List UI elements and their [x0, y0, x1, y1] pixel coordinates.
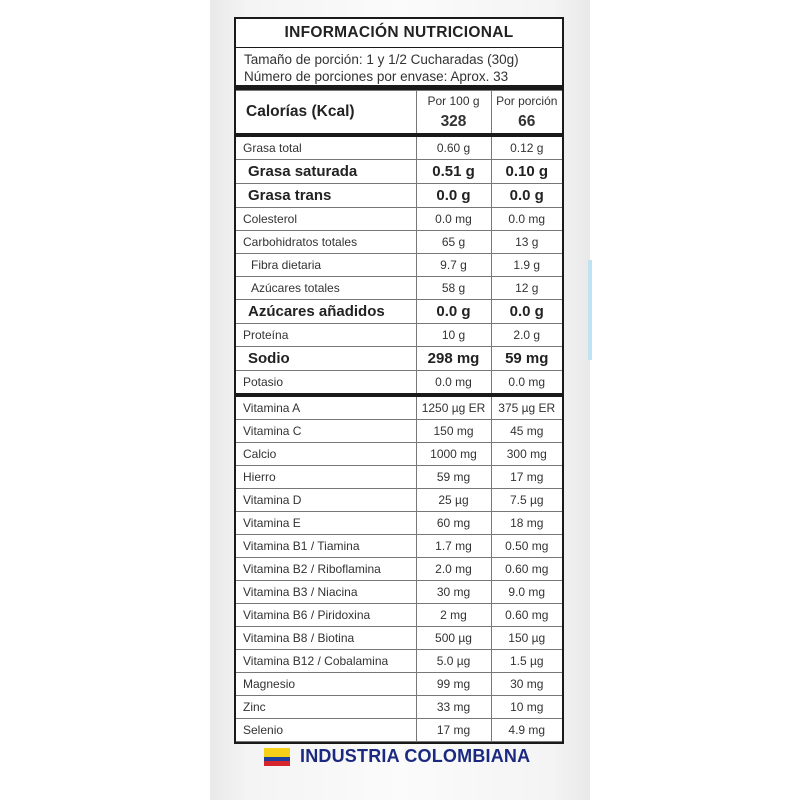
nutrient-row: [236, 627, 562, 650]
nutrient-per-portion: 7.5 µg: [491, 489, 562, 512]
nutrient-row: [236, 650, 562, 673]
nutrient-per-portion: 0.0 mg: [491, 371, 562, 396]
panel-edge-accent: [588, 260, 592, 360]
nutrient-name: Vitamina B6 / Piridoxina: [236, 604, 416, 627]
nutrient-name: Grasa trans: [236, 184, 416, 208]
nutrient-row: [236, 696, 562, 719]
nutrient-per-100g: 2 mg: [416, 604, 491, 627]
nutrient-name: Magnesio: [236, 673, 416, 696]
nutrition-facts-label: [234, 17, 564, 744]
nutrient-name: Carbohidratos totales: [236, 231, 416, 254]
nutrient-per-100g: 58 g: [416, 277, 491, 300]
nutrient-name: Sodio: [236, 347, 416, 371]
nutrient-row: [236, 208, 562, 231]
nutrient-name: Calcio: [236, 443, 416, 466]
nutrient-name: Azúcares añadidos: [236, 300, 416, 324]
nutrient-row: [236, 581, 562, 604]
nutrient-row: [236, 324, 562, 347]
nutrient-per-portion: 10 mg: [491, 696, 562, 719]
nutrient-per-portion: 9.0 mg: [491, 581, 562, 604]
nutrient-per-100g: 0.0 mg: [416, 208, 491, 231]
nutrient-row: [236, 160, 562, 184]
nutrient-row: [236, 420, 562, 443]
nutrition-table: [236, 90, 562, 742]
nutrient-per-portion: 18 mg: [491, 512, 562, 535]
servings-per-container: Número de porciones por envase: Aprox. 33: [244, 69, 509, 84]
nutrient-name: Vitamina B3 / Niacina: [236, 581, 416, 604]
nutrient-per-100g: 1250 µg ER: [416, 395, 491, 420]
nutrient-per-100g: 33 mg: [416, 696, 491, 719]
nutrient-name: Azúcares totales: [236, 277, 416, 300]
nutrient-per-portion: 2.0 g: [491, 324, 562, 347]
label-title: INFORMACIÓN NUTRICIONAL: [236, 19, 562, 48]
nutrient-per-100g: 60 mg: [416, 512, 491, 535]
nutrient-per-portion: 45 mg: [491, 420, 562, 443]
nutrient-per-portion: 17 mg: [491, 466, 562, 489]
serving-info: [236, 48, 562, 90]
nutrient-per-100g: 5.0 µg: [416, 650, 491, 673]
calories-per-100g: 328: [416, 110, 491, 135]
nutrient-row: [236, 558, 562, 581]
nutrient-name: Colesterol: [236, 208, 416, 231]
nutrient-name: Vitamina B8 / Biotina: [236, 627, 416, 650]
nutrient-row: [236, 466, 562, 489]
nutrient-per-100g: 1000 mg: [416, 443, 491, 466]
nutrient-per-portion: 375 µg ER: [491, 395, 562, 420]
nutrient-row: [236, 371, 562, 396]
column-header-per-100g: Por 100 g: [416, 91, 491, 111]
nutrient-per-portion: 150 µg: [491, 627, 562, 650]
nutrient-per-portion: 13 g: [491, 231, 562, 254]
nutrient-per-100g: 0.60 g: [416, 135, 491, 160]
nutrient-per-portion: 0.0 g: [491, 184, 562, 208]
origin-footer: [264, 746, 530, 767]
nutrient-row: [236, 277, 562, 300]
nutrient-per-portion: 1.5 µg: [491, 650, 562, 673]
nutrient-row: [236, 489, 562, 512]
nutrient-per-100g: 30 mg: [416, 581, 491, 604]
nutrient-per-portion: 12 g: [491, 277, 562, 300]
column-header-per-portion: Por porción: [491, 91, 562, 111]
nutrient-per-100g: 0.0 g: [416, 300, 491, 324]
nutrient-row: [236, 443, 562, 466]
nutrient-per-portion: 0.0 mg: [491, 208, 562, 231]
nutrient-per-portion: 0.10 g: [491, 160, 562, 184]
nutrient-per-100g: 17 mg: [416, 719, 491, 742]
nutrient-per-100g: 298 mg: [416, 347, 491, 371]
nutrient-row: [236, 673, 562, 696]
nutrient-name: Potasio: [236, 371, 416, 396]
nutrient-row: [236, 719, 562, 742]
nutrient-row: [236, 535, 562, 558]
nutrient-per-portion: 0.60 mg: [491, 604, 562, 627]
nutrient-row: [236, 254, 562, 277]
nutrient-name: Vitamina C: [236, 420, 416, 443]
nutrient-row: [236, 395, 562, 420]
nutrient-name: Fibra dietaria: [236, 254, 416, 277]
nutrient-per-portion: 0.0 g: [491, 300, 562, 324]
nutrient-per-100g: 2.0 mg: [416, 558, 491, 581]
nutrient-per-100g: 0.0 g: [416, 184, 491, 208]
nutrient-name: Vitamina B12 / Cobalamina: [236, 650, 416, 673]
nutrient-per-100g: 0.51 g: [416, 160, 491, 184]
nutrient-per-portion: 300 mg: [491, 443, 562, 466]
nutrient-per-portion: 4.9 mg: [491, 719, 562, 742]
nutrient-name: Vitamina A: [236, 395, 416, 420]
nutrient-row: [236, 300, 562, 324]
calories-per-portion: 66: [491, 110, 562, 135]
nutrient-per-100g: 25 µg: [416, 489, 491, 512]
nutrient-row: [236, 512, 562, 535]
nutrient-per-portion: 59 mg: [491, 347, 562, 371]
nutrient-per-100g: 9.7 g: [416, 254, 491, 277]
nutrient-row: [236, 347, 562, 371]
nutrient-per-portion: 0.50 mg: [491, 535, 562, 558]
colombia-flag-icon: [264, 748, 290, 766]
nutrient-per-100g: 10 g: [416, 324, 491, 347]
nutrient-row: [236, 231, 562, 254]
nutrient-per-100g: 99 mg: [416, 673, 491, 696]
nutrient-per-100g: 150 mg: [416, 420, 491, 443]
nutrient-name: Zinc: [236, 696, 416, 719]
nutrient-name: Vitamina B2 / Riboflamina: [236, 558, 416, 581]
nutrient-name: Selenio: [236, 719, 416, 742]
serving-size: Tamaño de porción: 1 y 1/2 Cucharadas (30g): [244, 52, 519, 67]
nutrient-name: Grasa saturada: [236, 160, 416, 184]
nutrient-row: [236, 184, 562, 208]
nutrient-name: Hierro: [236, 466, 416, 489]
nutrient-name: Vitamina D: [236, 489, 416, 512]
nutrient-row: [236, 604, 562, 627]
nutrient-name: Vitamina B1 / Tiamina: [236, 535, 416, 558]
nutrient-per-100g: 65 g: [416, 231, 491, 254]
nutrient-per-portion: 0.60 mg: [491, 558, 562, 581]
footer-origin-text: INDUSTRIA COLOMBIANA: [300, 746, 531, 766]
nutrient-per-portion: 1.9 g: [491, 254, 562, 277]
nutrient-per-100g: 0.0 mg: [416, 371, 491, 396]
nutrient-per-100g: 500 µg: [416, 627, 491, 650]
nutrient-per-portion: 30 mg: [491, 673, 562, 696]
nutrient-per-portion: 0.12 g: [491, 135, 562, 160]
nutrient-row: [236, 135, 562, 160]
nutrient-name: Vitamina E: [236, 512, 416, 535]
nutrient-name: Proteína: [236, 324, 416, 347]
calories-header-row: [236, 91, 562, 111]
nutrient-per-100g: 1.7 mg: [416, 535, 491, 558]
nutrient-per-100g: 59 mg: [416, 466, 491, 489]
calories-label: Calorías (Kcal): [236, 91, 416, 136]
nutrient-name: Grasa total: [236, 135, 416, 160]
